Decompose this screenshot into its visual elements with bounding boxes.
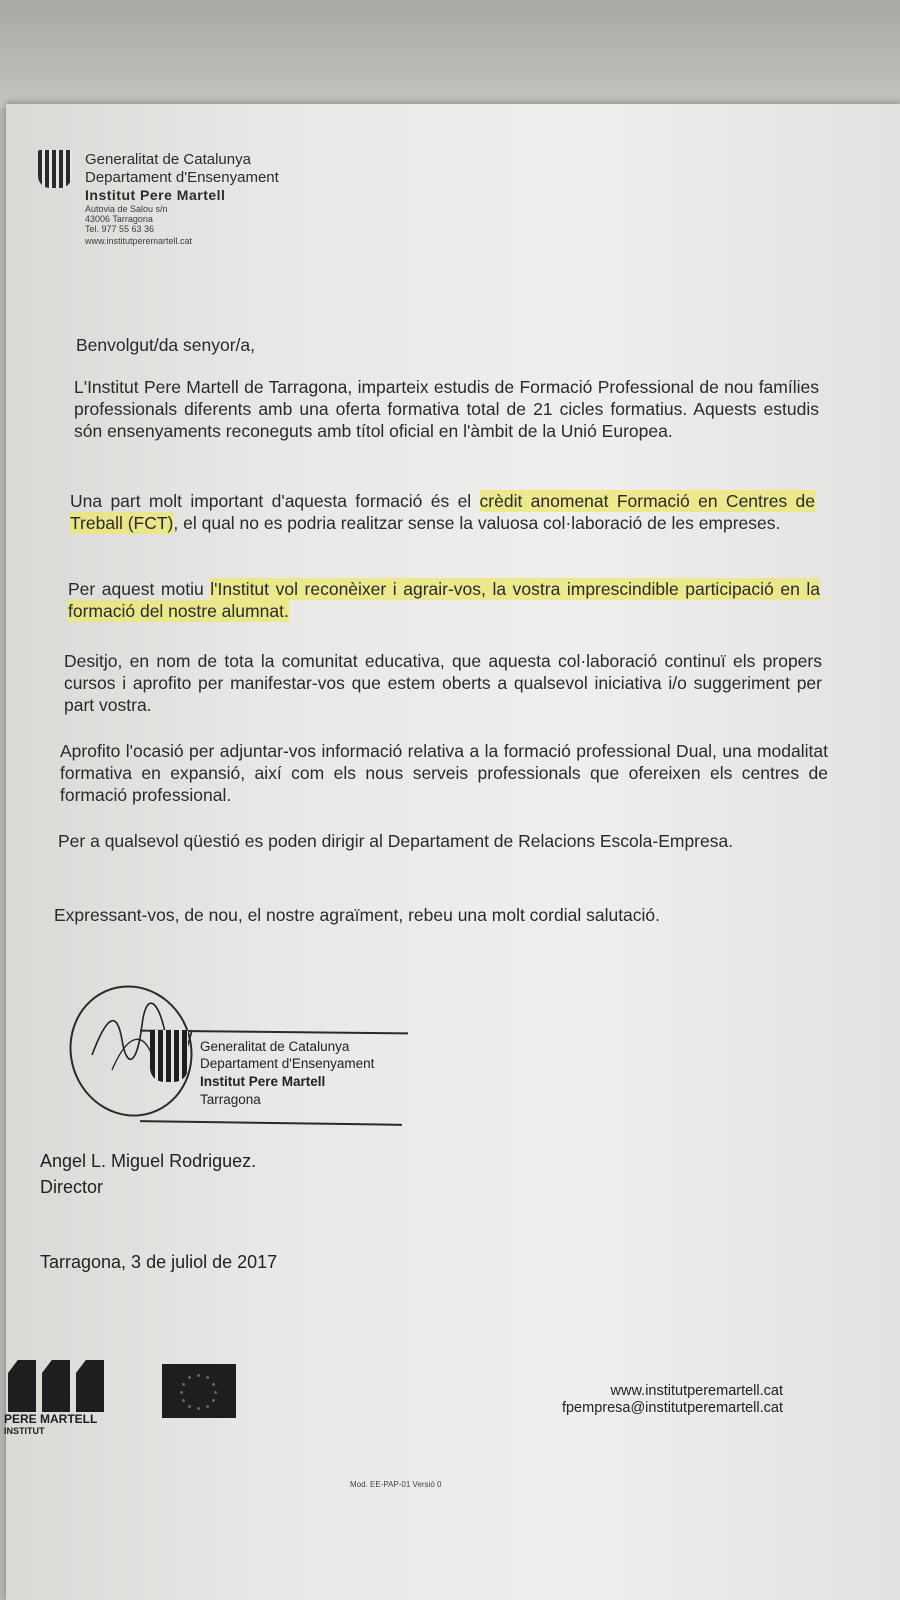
paragraph-3 (68, 578, 820, 622)
desk-background (0, 0, 900, 108)
closing: Expressant-vos, de nou, el nostre agraïment, rebeu una molt cordial salutació. (54, 905, 661, 925)
paragraph-2 (70, 490, 815, 534)
highlighted-gratitude: l'Institut vol reconèixer i agrair-vos, la vostra imprescindible participació en la formació del nostre alumnat. (68, 579, 820, 621)
footer-email-link[interactable]: fpempresa@institutperemartell.cat (561, 1400, 783, 1416)
paragraph-6: Per a qualsevol qüestió es poden dirigir al Departament de Relacions Escola-Empresa. (58, 831, 734, 851)
letterhead-government: Generalitat de Catalunya (85, 151, 251, 168)
stamp-department: Departament d'Ensenyament (200, 1056, 375, 1071)
generalitat-crest-icon (38, 150, 72, 188)
signer-name: Angel L. Miguel Rodriguez. (40, 1151, 257, 1171)
greeting: Benvolgut/da senyor/a, (76, 335, 256, 355)
eu-flag-icon (162, 1364, 236, 1418)
letter-page (6, 104, 900, 1600)
paragraph-2-text: Una part molt important d'aquesta formació és el (70, 491, 480, 511)
letterhead-department: Departament d'Ensenyament (85, 169, 279, 186)
paragraph-5: Aprofito l'ocasió per adjuntar-vos informació relativa a la formació professional Dual, una modalitat formativa en expansió, així com els nous serveis professionals que ofereixen els centres de formació professional. (60, 741, 828, 805)
stamp-government: Generalitat de Catalunya (200, 1039, 350, 1054)
paragraph-3-text: Per aquest motiu (68, 579, 211, 599)
stamp-crest-icon (150, 1030, 188, 1082)
letterhead-web: www.institutperemartell.cat (85, 236, 193, 246)
paragraph-2-text-end: , el qual no es podria realitzar sense la valuosa col·laboració de les empreses. (173, 513, 781, 533)
letterhead-phone: Tel. 977 55 63 36 (85, 224, 155, 234)
model-reference: Mod. EE-PAP-01 Versió 0 (350, 1480, 442, 1489)
letterhead-postal: 43006 Tarragona (85, 214, 153, 224)
letterhead-address: Autovia de Salou s/n (85, 204, 168, 214)
paragraph-4: Desitjo, en nom de tota la comunitat educativa, que aquesta col·laboració continuï els propers cursos i aprofito per manifestar-vos que estem oberts a qualsevol iniciativa i/o suggeriment per part vostra. (64, 651, 822, 715)
letter-date: Tarragona, 3 de juliol de 2017 (40, 1252, 278, 1272)
footer-website-link[interactable]: www.institutperemartell.cat (610, 1383, 783, 1399)
highlighted-fct: crèdit anomenat Formació en Centres de Treball (FCT) (70, 491, 816, 533)
paragraph-1: L'Institut Pere Martell de Tarragona, imparteix estudis de Formació Professional de nou famílies professionals diferents amb una oferta formativa total de 21 cicles formatius. Aquests estudis són ensenyaments reconeguts amb títol oficial en l'àmbit de la Unió Europea. (74, 377, 819, 441)
signer-role: Director (40, 1177, 104, 1197)
stamp-institute: Institut Pere Martell (200, 1074, 326, 1089)
logo-subtitle: INSTITUT (4, 1426, 45, 1436)
letterhead-institute: Institut Pere Martell (85, 187, 226, 203)
stamp-city: Tarragona (200, 1092, 261, 1107)
logo-name: PERE MARTELL (4, 1412, 98, 1426)
pere-martell-logo-icon (8, 1360, 104, 1412)
